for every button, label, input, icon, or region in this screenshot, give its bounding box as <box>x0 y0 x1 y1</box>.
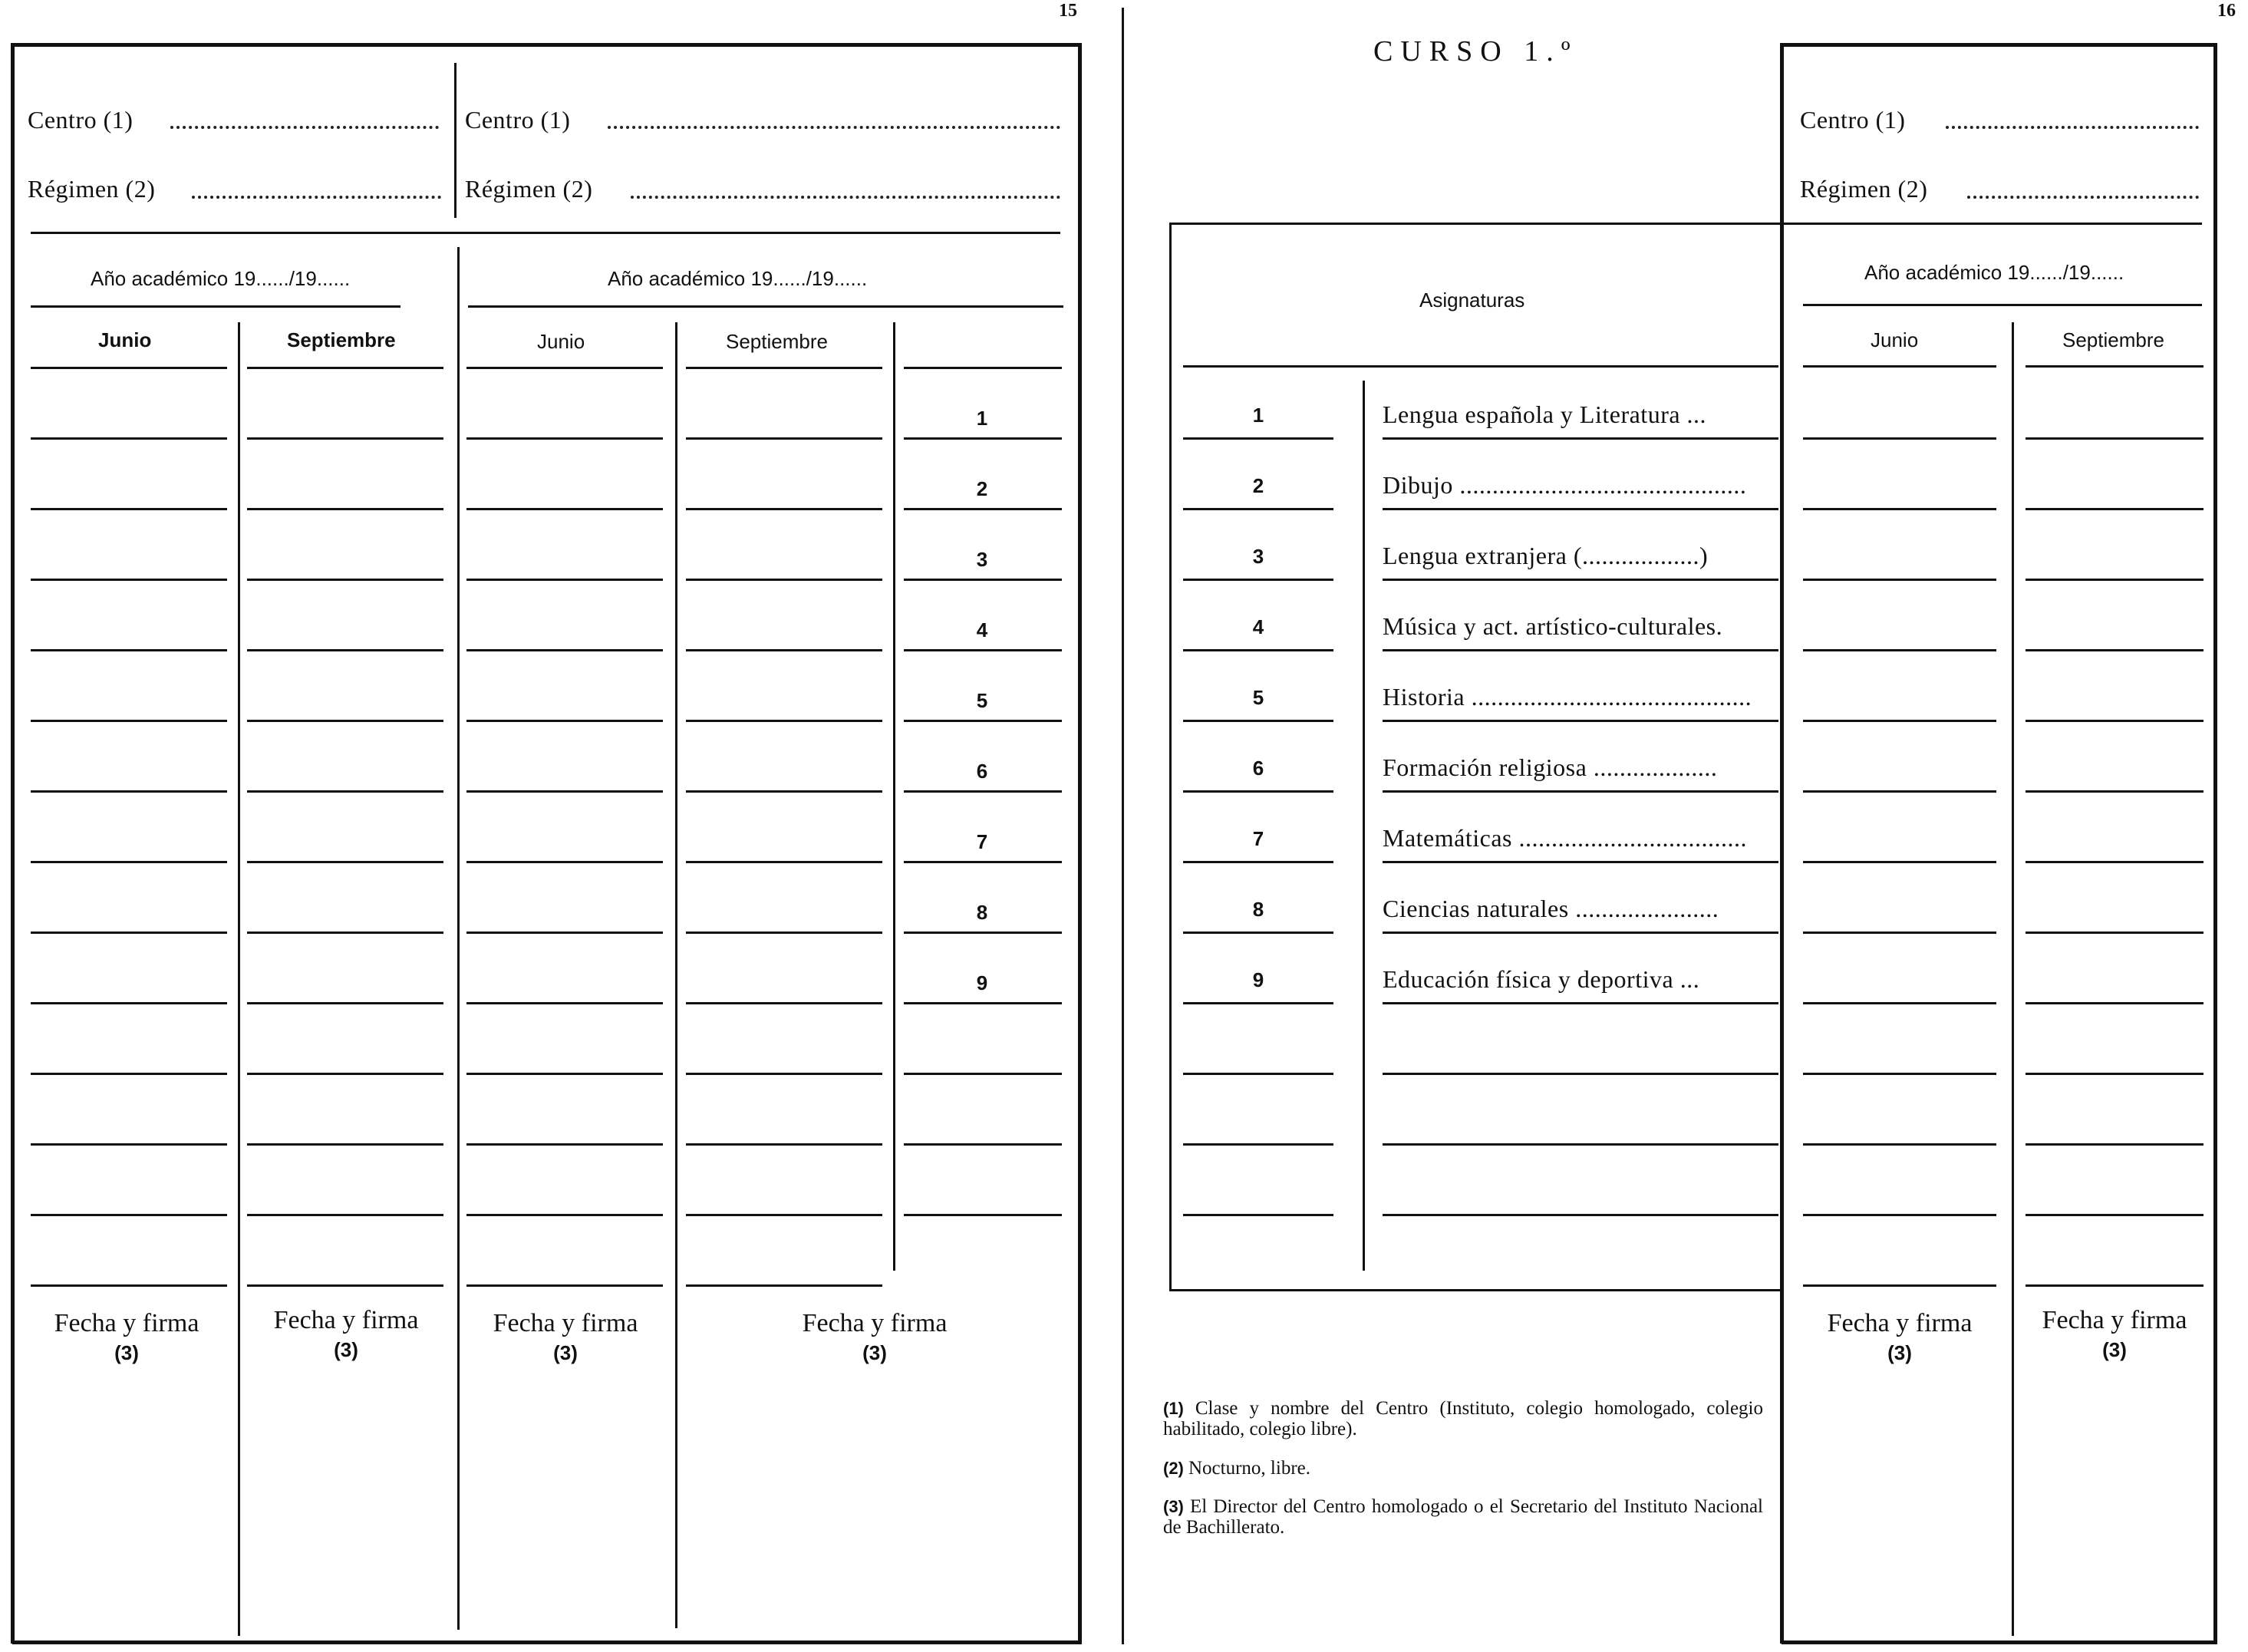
col-divider-right <box>2012 322 2014 1636</box>
grid-line <box>466 649 663 651</box>
grid-line <box>1183 1002 1333 1004</box>
right-box-top <box>1782 43 2217 47</box>
grid-line <box>1183 649 1333 651</box>
page-number-right: 16 <box>2217 1 2236 21</box>
grid-line <box>2026 508 2204 510</box>
grid-line <box>31 508 227 510</box>
grid-line <box>1383 649 1778 651</box>
regimen-label-right: Régimen (2) <box>1800 175 1928 203</box>
grid-line <box>1803 649 1996 651</box>
grid-line <box>1383 790 1778 793</box>
firma-right-junio: Fecha y firma (3) <box>1827 1309 1973 1364</box>
subjects-box-top <box>1169 223 2202 225</box>
grid-line <box>466 437 663 440</box>
grid-line <box>466 1214 663 1216</box>
year-header-b: Año académico 19....../19...... <box>608 267 868 290</box>
left-page <box>0 0 1120 1652</box>
firma-b-septiembre: Fecha y firma (3) <box>802 1309 948 1364</box>
subjects-header: Asignaturas <box>1419 289 1525 312</box>
grid-line <box>904 367 1062 369</box>
regimen-dots-b <box>631 196 1060 199</box>
col-septiembre-b: Septiembre <box>726 330 828 353</box>
right-page <box>1136 0 2248 1652</box>
grid-line <box>466 579 663 581</box>
grid-line <box>247 508 443 510</box>
centro-label-right: Centro (1) <box>1800 106 1906 134</box>
subject-number: 7 <box>1252 827 1264 850</box>
grid-line <box>247 1214 443 1216</box>
subject-name: Formación religiosa ................... <box>1383 753 1718 781</box>
grid-line <box>1183 932 1333 934</box>
grid-line <box>686 790 882 793</box>
header-divider <box>454 63 457 218</box>
grid-line <box>686 649 882 651</box>
subject-number: 6 <box>1252 757 1264 780</box>
grid-line <box>1183 861 1333 863</box>
centro-label-a: Centro (1) <box>28 106 133 134</box>
subjects-header-rule <box>1183 365 1778 368</box>
subject-name: Lengua extranjera (..................) <box>1383 542 1709 569</box>
year-header-right: Año académico 19....../19...... <box>1864 261 2124 284</box>
grid-line <box>686 437 882 440</box>
grid-line <box>466 367 663 369</box>
grid-line <box>31 932 227 934</box>
grid-line <box>2026 932 2204 934</box>
grid-line <box>904 720 1062 722</box>
grid-line <box>466 932 663 934</box>
grid-line <box>1183 720 1333 722</box>
grid-line <box>247 861 443 863</box>
grid-line <box>686 508 882 510</box>
subject-name: Dibujo ............................................ <box>1383 471 1747 499</box>
right-box-right <box>2213 43 2217 1644</box>
centro-label-b: Centro (1) <box>465 106 571 134</box>
subject-number: 5 <box>1252 686 1264 709</box>
grid-line <box>1383 1073 1778 1075</box>
grid-line <box>1183 508 1333 510</box>
grid-line <box>247 649 443 651</box>
grid-line <box>31 579 227 581</box>
left-frame-left <box>11 43 15 1644</box>
grid-line <box>1803 932 1996 934</box>
subject-name: Ciencias naturales ...................... <box>1383 895 1719 922</box>
subject-name: Historia ........................................... <box>1383 683 1752 711</box>
footnote: (3) El Director del Centro homologado o el Secretario del Instituto Nacional de Bachillerato. <box>1163 1496 1763 1538</box>
grid-line <box>247 1143 443 1146</box>
grid-line <box>247 1073 443 1075</box>
regimen-dots-a <box>192 196 441 199</box>
header-rule <box>31 232 1060 234</box>
grid-line <box>904 1214 1062 1216</box>
right-box-bottom <box>1782 1640 2217 1644</box>
grid-line <box>1383 932 1778 934</box>
grid-line <box>466 790 663 793</box>
grid-line <box>31 1143 227 1146</box>
year-header-a: Año académico 19....../19...... <box>91 267 351 290</box>
grid-line <box>31 790 227 793</box>
num-subject-divider <box>1363 381 1365 1271</box>
row-number: 3 <box>976 548 988 571</box>
grid-line <box>904 1143 1062 1146</box>
centro-dots-right <box>1946 126 2199 129</box>
grid-line <box>1803 437 1996 440</box>
subject-name: Educación física y deportiva ... <box>1383 965 1700 993</box>
grid-line <box>1183 1073 1333 1075</box>
year-rule-a <box>31 305 400 308</box>
col-septiembre-right: Septiembre <box>2062 328 2164 351</box>
left-frame-right <box>1078 43 1082 1644</box>
grid-line <box>247 932 443 934</box>
left-frame-bottom <box>12 1640 1082 1644</box>
subject-number: 1 <box>1252 404 1264 427</box>
firma-a-junio: Fecha y firma (3) <box>54 1309 199 1364</box>
col-divider-1 <box>238 322 240 1636</box>
col-divider-3 <box>675 322 677 1628</box>
subject-name: Música y act. artístico-culturales. <box>1383 612 1723 640</box>
grid-line <box>1383 437 1778 440</box>
centro-dots-b <box>608 126 1060 129</box>
grid-line <box>466 1002 663 1004</box>
grid-line <box>1383 1143 1778 1146</box>
grid-line <box>686 1002 882 1004</box>
row-number: 9 <box>976 971 988 994</box>
grid-line <box>2026 1214 2204 1216</box>
grid-line <box>1183 579 1333 581</box>
grid-line <box>466 508 663 510</box>
grid-line <box>466 1143 663 1146</box>
year-rule-b <box>468 305 1063 308</box>
grid-line <box>904 649 1062 651</box>
year-rule-right <box>1803 304 2202 306</box>
grid-line <box>686 1214 882 1216</box>
col-divider-2 <box>457 247 460 1630</box>
row-number: 2 <box>976 477 988 500</box>
grid-line <box>2026 365 2204 368</box>
grid-line <box>31 437 227 440</box>
subjects-box-left <box>1169 223 1172 1291</box>
col-junio-right: Junio <box>1871 328 1919 351</box>
grid-line <box>1803 365 1996 368</box>
grid-line <box>1803 1143 1996 1146</box>
subject-number: 2 <box>1252 474 1264 497</box>
grid-line <box>247 790 443 793</box>
grid-line <box>686 367 882 369</box>
grid-line <box>686 579 882 581</box>
grid-line <box>2026 1073 2204 1075</box>
grid-line <box>247 1284 443 1287</box>
grid-line <box>1183 1143 1333 1146</box>
grid-line <box>904 437 1062 440</box>
row-number: 8 <box>976 901 988 924</box>
row-number: 5 <box>976 689 988 712</box>
left-frame-top <box>12 43 1082 47</box>
subject-number: 3 <box>1252 545 1264 568</box>
subject-number: 8 <box>1252 898 1264 921</box>
footnote: (1) Clase y nombre del Centro (Instituto, colegio homologado, colegio habilitado, colegio libre). <box>1163 1398 1764 1439</box>
grid-line <box>31 1284 227 1287</box>
col-septiembre-a: Septiembre <box>287 328 396 351</box>
grid-line <box>2026 579 2204 581</box>
gutter-line <box>1122 8 1124 1644</box>
grid-line <box>1383 1214 1778 1216</box>
grid-line <box>1383 861 1778 863</box>
grid-line <box>1803 1002 1996 1004</box>
grid-line <box>2026 720 2204 722</box>
grid-line <box>31 1214 227 1216</box>
grid-line <box>466 861 663 863</box>
subject-name: Matemáticas ................................... <box>1383 824 1747 852</box>
grid-line <box>466 1284 663 1287</box>
grid-line <box>686 1073 882 1075</box>
grid-line <box>31 649 227 651</box>
course-title: CURSO 1.º <box>1373 35 1578 68</box>
grid-line <box>1183 1214 1333 1216</box>
grid-line <box>31 861 227 863</box>
subject-number: 4 <box>1252 615 1264 638</box>
regimen-label-a: Régimen (2) <box>28 175 156 203</box>
grid-line <box>2026 1143 2204 1146</box>
grid-line <box>686 932 882 934</box>
grid-line <box>1803 790 1996 793</box>
footnote: (2) Nocturno, libre. <box>1163 1458 1310 1479</box>
grid-line <box>2026 861 2204 863</box>
row-number: 7 <box>976 830 988 853</box>
right-box-left <box>1780 43 1784 1644</box>
page-number-left: 15 <box>1059 1 1077 21</box>
grid-line <box>686 861 882 863</box>
row-number: 6 <box>976 760 988 783</box>
grid-line <box>1803 508 1996 510</box>
grid-line <box>2026 437 2204 440</box>
row-number: 1 <box>976 407 988 430</box>
grid-line <box>1803 1214 1996 1216</box>
grid-line <box>31 1073 227 1075</box>
subject-name: Lengua española y Literatura ... <box>1383 401 1707 428</box>
grid-line <box>1183 437 1333 440</box>
grid-line <box>904 508 1062 510</box>
col-divider-4 <box>893 322 895 1271</box>
grid-line <box>1803 1073 1996 1075</box>
grid-line <box>466 1073 663 1075</box>
grid-line <box>247 720 443 722</box>
grid-line <box>31 720 227 722</box>
grid-line <box>1803 861 1996 863</box>
grid-line <box>1383 508 1778 510</box>
centro-dots-a <box>170 126 439 129</box>
grid-line <box>904 1073 1062 1075</box>
grid-line <box>904 790 1062 793</box>
grid-line <box>31 1002 227 1004</box>
grid-line <box>31 367 227 369</box>
subjects-box-bottom <box>1169 1289 1783 1291</box>
grid-line <box>2026 649 2204 651</box>
col-junio-b: Junio <box>537 330 585 353</box>
grid-line <box>904 932 1062 934</box>
firma-a-septiembre: Fecha y firma (3) <box>273 1306 419 1361</box>
firma-right-septiembre: Fecha y firma (3) <box>2042 1306 2187 1361</box>
grid-line <box>904 1002 1062 1004</box>
grid-line <box>247 1002 443 1004</box>
grid-line <box>247 437 443 440</box>
grid-line <box>1803 1284 1996 1287</box>
grid-line <box>1383 720 1778 722</box>
grid-line <box>247 579 443 581</box>
grid-line <box>686 1284 882 1287</box>
col-junio-a: Junio <box>98 328 152 351</box>
grid-line <box>686 1143 882 1146</box>
grid-line <box>2026 790 2204 793</box>
grid-line <box>1383 1002 1778 1004</box>
grid-line <box>1803 720 1996 722</box>
regimen-dots-right <box>1967 196 2199 199</box>
subject-number: 9 <box>1252 968 1264 991</box>
grid-line <box>904 579 1062 581</box>
grid-line <box>686 720 882 722</box>
grid-line <box>904 861 1062 863</box>
row-number: 4 <box>976 618 988 641</box>
firma-b-junio: Fecha y firma (3) <box>493 1309 638 1364</box>
grid-line <box>1383 579 1778 581</box>
grid-line <box>2026 1002 2204 1004</box>
grid-line <box>1803 579 1996 581</box>
grid-line <box>1183 790 1333 793</box>
grid-line <box>466 720 663 722</box>
grid-line <box>247 367 443 369</box>
regimen-label-b: Régimen (2) <box>465 175 593 203</box>
grid-line <box>2026 1284 2204 1287</box>
